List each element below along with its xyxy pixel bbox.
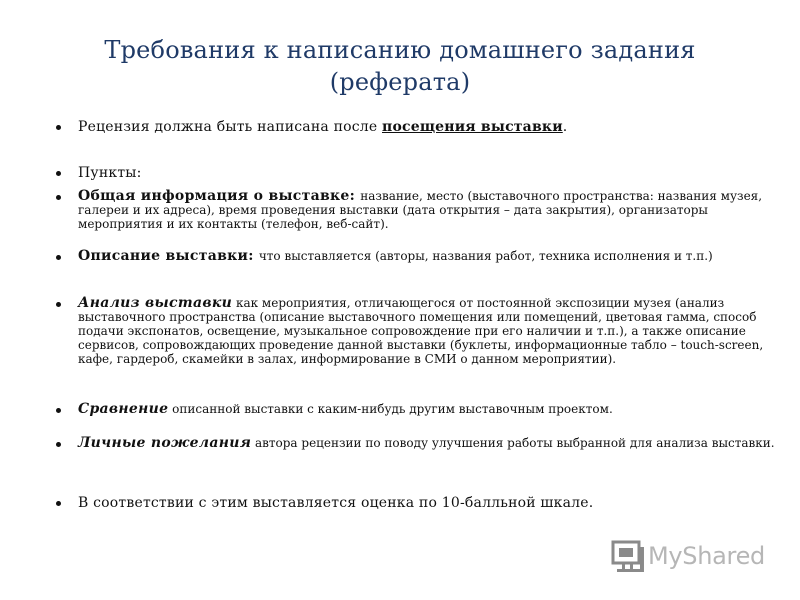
myshared-logo-icon: [610, 538, 646, 574]
bullet-text: Пункты:: [78, 165, 142, 181]
bullet-text: Рецензия должна быть написана после: [78, 119, 382, 135]
bullet-body: описанной выставки с каким-нибудь другим выставочным проектом.: [168, 402, 613, 416]
bullet-underlined-text: посещения выставки: [382, 119, 563, 135]
bullet-item: [56, 249, 784, 263]
bullet-item: [56, 402, 784, 416]
bullet-dot: [56, 195, 61, 200]
bullet-dot: [56, 125, 61, 130]
bullet-lead: Анализ выставки: [78, 295, 233, 311]
bullet-body: автора рецензии по поводу улучшения работы выбранной для анализа выставки.: [251, 436, 775, 450]
bullet-lead: Общая информация о выставке: [78, 188, 350, 204]
bullet-body: что выставляется (авторы, названия работ, техника исполнения и т.п.): [258, 249, 713, 263]
bullet-text-end: .: [562, 119, 568, 135]
myshared-logo: [610, 537, 765, 575]
bullet-item: [56, 164, 784, 182]
bullet-item: [56, 494, 784, 512]
bullet-dot: [56, 302, 61, 307]
slide-title-line1: Требования к написанию домашнего задания: [104, 36, 696, 64]
bullet-item: [56, 296, 784, 366]
bullet-item: [56, 118, 784, 136]
bullet-item: [56, 189, 784, 231]
bullet-text: В соответствии с этим выставляется оценка по 10-балльной шкале.: [78, 495, 594, 511]
bullet-dot: [56, 501, 61, 506]
bullet-dot: [56, 171, 61, 176]
bullet-lead-colon: :: [248, 248, 259, 264]
myshared-logo-text: MyShared: [647, 542, 765, 570]
bullet-body: как мероприятия, отличающегося от постоянной экспозиции музея (анализ выставочного пространства (описание выставочного помещения или помещений, цветовая гамма, способ подачи экспонатов, освещение, музыкальное сопровождение при его наличии и т.п.), а также описание сервисов, сопровождающих проведение данной выставки (буклеты, информационные табло – touch-screen, кафе, гардероб, скамейки в залах, информирование в СМИ о данном мероприятии).: [78, 296, 764, 366]
bullet-dot: [56, 442, 61, 447]
bullet-lead: Описание выставки: [78, 248, 249, 264]
bullet-lead: Личные пожелания: [78, 435, 252, 451]
bullet-dot: [56, 408, 61, 413]
bullet-dot: [56, 255, 61, 260]
bullet-item: [56, 436, 784, 450]
bullet-lead: Сравнение: [78, 401, 169, 417]
slide-title-line2: (реферата): [329, 68, 471, 96]
bullet-lead-colon: :: [349, 188, 361, 204]
bullet-body: название, место (выставочного пространства: названия музея, галереи и их адреса), время проведения выставки (дата открытия – дата закрытия), организаторы мероприятия и их контакты (телефон, веб-сайт).: [78, 189, 763, 231]
slide-title: [60, 34, 740, 98]
